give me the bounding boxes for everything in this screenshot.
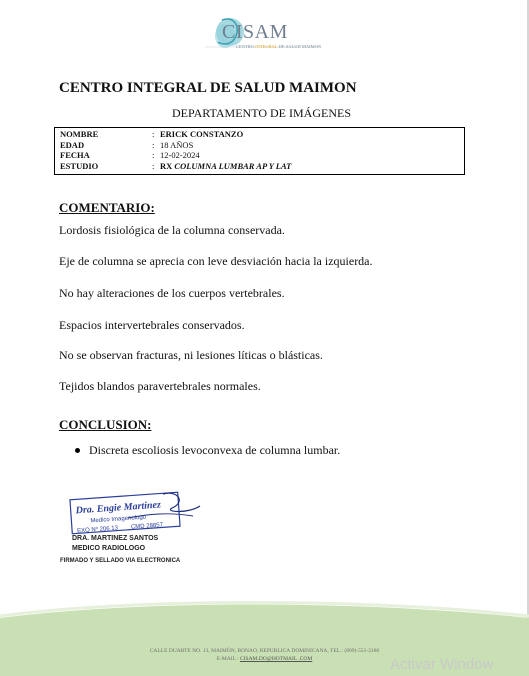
info-row-study (60, 161, 464, 172)
conclusion-text: Discreta escoliosis levoconvexa de columna lumbar. (89, 443, 341, 457)
comment-line: Espacios intervertebrales conservados. (59, 318, 245, 332)
doctor-name: DRA. MARTINEZ SANTOS (72, 535, 159, 542)
info-row-date (60, 150, 464, 161)
conclusion-item (75, 443, 340, 458)
center-title: CENTRO INTEGRAL DE SALUD MAIMON (59, 80, 357, 96)
stamp-exq: EXQ Nº 206 13 (76, 525, 119, 535)
info-row-name (60, 129, 464, 140)
stamp-role: Medico Imagenologo (90, 514, 147, 525)
email-link[interactable]: CISAM.DO@HOTMAIL .COM (240, 656, 313, 662)
signature-stamp (68, 488, 208, 542)
info-value: 12-02-2024 (160, 150, 200, 160)
signature-note: FIRMADO Y SELLADO VIA ELECTRONICA (60, 558, 181, 564)
patient-info-box (54, 127, 465, 175)
logo-wordmark: CISAM (222, 21, 288, 43)
comment-line: No se observan fracturas, ni lesiones líticas o blásticas. (59, 348, 323, 362)
logo-tagline: CENTRO INTEGRAL DE SALUD MAIMON (236, 44, 322, 49)
comment-line: Eje de columna se aprecia con leve desviación hacia la izquierda. (59, 254, 373, 268)
info-label: ESTUDIO (60, 160, 99, 171)
info-value: 18 AÑOS (160, 139, 194, 150)
comment-heading: COMENTARIO: (59, 200, 155, 215)
department-title: DEPARTAMENTO DE IMÁGENES (172, 106, 351, 120)
stamp-code: CMD 28857 (130, 522, 164, 531)
comment-line: Lordosis fisiológica de la columna conservada. (59, 223, 285, 237)
doctor-role: MEDICO RADIOLOGO (72, 545, 146, 552)
info-colon: : (152, 160, 155, 171)
comment-line: No hay alteraciones de los cuerpos vertebrales. (59, 286, 285, 300)
info-colon: : (152, 150, 155, 160)
conclusion-heading: CONCLUSION: (59, 417, 152, 432)
info-label: FECHA (60, 150, 90, 160)
footer-email: E-MAIL : CISAM.DO@HOTMAIL .COM (216, 656, 313, 662)
info-value: ERICK CONSTANZO (160, 129, 244, 139)
stamp-name: Dra. Engie Martinez (75, 499, 162, 517)
footer-address: CALLE DUARTE NO. 13, MAIMÓN, BONAO, REPUBLICA DOMINICANA, TEL.: (809)-551-2186 (149, 648, 380, 654)
info-label: EDAD (60, 139, 85, 150)
bullet-icon (75, 448, 80, 453)
info-colon: : (152, 129, 155, 139)
info-value: RX COLUMNA LUMBAR AP Y LAT (160, 160, 292, 171)
info-row-age (60, 140, 464, 151)
activation-watermark: Activar Window (390, 656, 494, 673)
info-colon: : (152, 139, 155, 150)
info-label: NOMBRE (60, 129, 99, 139)
comment-line: Tejidos blandos paravertebrales normales. (59, 379, 261, 393)
